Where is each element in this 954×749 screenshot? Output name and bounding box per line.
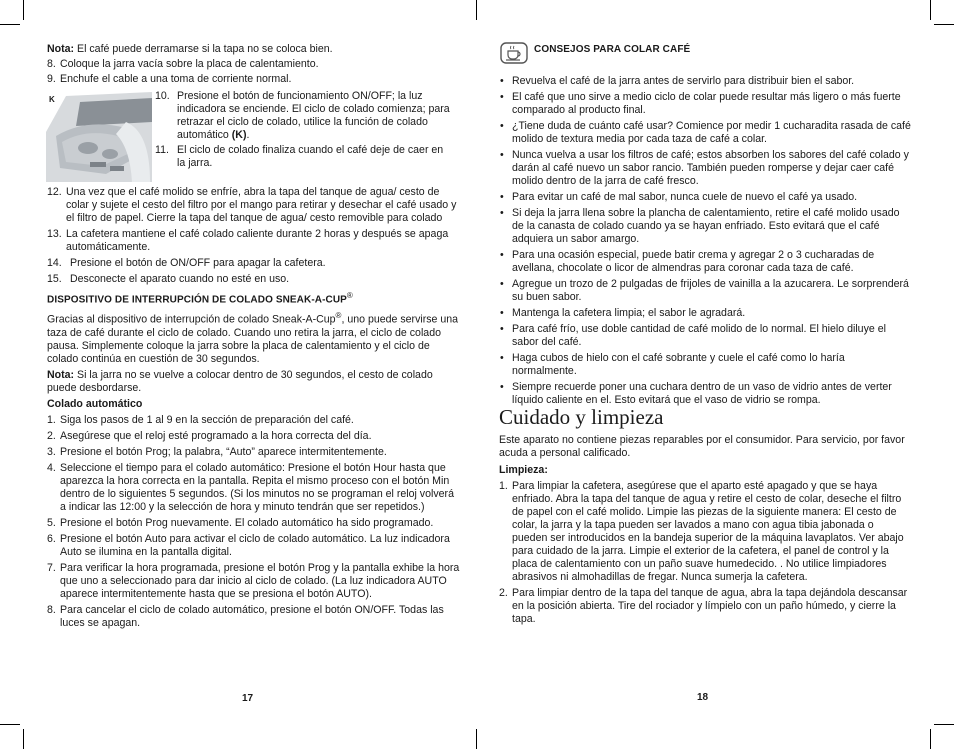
registered-mark: ®	[335, 311, 342, 321]
step-text: Para cancelar el ciclo de colado automático, presione el botón ON/OFF. Todas las luces se apagan.	[60, 603, 444, 629]
step-text-end: .	[246, 129, 250, 141]
step-text: Presione el botón Prog; la palabra, “Auto” aparece intermitentemente.	[60, 445, 387, 458]
tip-item: • Siempre recuerde poner una cuchara dentro de un vaso de vidrio antes de verter líquido caliente en el. Esto evitará que el vaso de vidrio se rompa.	[499, 381, 911, 407]
step-item	[47, 73, 461, 86]
step-item	[47, 562, 461, 601]
step-item	[47, 58, 461, 71]
note-label: Nota:	[47, 368, 75, 381]
step-item	[47, 273, 461, 286]
step-item	[499, 480, 911, 584]
sneak-a-cup-heading-text: DISPOSITIVO DE INTERRUPCIÓN DE COLADO SNEAK-A-CUP	[47, 294, 347, 306]
step-item	[155, 144, 453, 170]
care-intro: Este aparato no contiene piezas reparables por el consumidor. Para servicio, por favor acuda a personal calificado.	[499, 434, 905, 459]
step-number: 8.	[47, 58, 56, 70]
step-text: Asegúrese que el reloj esté programado a la hora correcta del día.	[60, 429, 372, 442]
center-fold-mark	[476, 729, 477, 749]
tip-item: • Para café frío, use doble cantidad de café molido de lo normal. El hielo diluye el sabor del café.	[499, 323, 911, 349]
care-title: Cuidado y limpieza	[499, 405, 664, 429]
care-section	[499, 405, 911, 626]
step-text: Presione el botón Auto para activar el ciclo de colado automático. La luz indicadora Auto se ilumina en la pantalla digital.	[60, 532, 450, 558]
sneak-a-cup-heading	[47, 289, 461, 306]
figure-k-illustration	[46, 92, 152, 182]
figure-label: K	[49, 95, 55, 104]
tip-item: • El café que uno sirve a medio ciclo de colar puede resultar más ligero o más fuerte comparado al producto final.	[499, 91, 911, 117]
cleaning-heading: Limpieza:	[499, 464, 548, 476]
step-text: Para limpiar dentro de la tapa del tanque de agua, abra la tapa dejándola descansar en la posición abierta. Tire del rociador y límpielo con un paño húmedo, y cierre la tapa.	[512, 587, 908, 625]
tip-item: • Si deja la jarra llena sobre la plancha de calentamiento, retire el café molido usado de la canasta de colado cuando ya se hayan enfriado. Esto evitará que el café adquiera un sabor amargo.	[499, 207, 911, 246]
step-number: 10.	[155, 90, 170, 102]
tip-item: • Nunca vuelva a usar los filtros de café; estos absorben los sabores del café colado y darán al café nuevo un sabor rancio. También pueden romperse y dejar caer café molido dentro de la jarra de café fresco.	[499, 149, 911, 188]
sneak-text-part: Gracias al dispositivo de interrupción de colado Sneak-A-Cup	[47, 313, 336, 326]
left-page-top	[47, 43, 461, 86]
page-number-left: 17	[242, 693, 254, 704]
coffee-cup-icon	[500, 42, 528, 64]
step-text: Desconecte el aparato cuando no esté en uso.	[70, 273, 290, 285]
tip-item: • Haga cubos de hielo con el café sobrante y cuele el café como lo haría normalmente.	[499, 352, 911, 378]
tip-item: • Agregue un trozo de 2 pulgadas de frijoles de vainilla a la azucarera. Le sorprenderá su buen sabor.	[499, 278, 911, 304]
tip-item: • Para evitar un café de mal sabor, nunca cuele de nuevo el café ya usado.	[499, 191, 911, 204]
step-number: 11.	[155, 144, 169, 156]
page-number-right: 18	[697, 692, 709, 703]
step-text: Presione el botón de funcionamiento ON/OFF; la luz indicadora se enciende. El ciclo de colado comienza; para retrazar el ciclo de colado, utilice la función de colado automático	[177, 90, 450, 141]
step-item	[499, 587, 911, 626]
step-number: 8.	[47, 603, 56, 616]
step-text: Para limpiar la cafetera, asegúrese que el aparto esté apagado y que se haya enfriado. Abra la tapa del tanque de agua y retire el cesto de colar, deseche el filtro de papel con el café molido. Limpie las piezas de la siguiente manera: El cesto de colar, la jarra y la tapa pueden ser lavados a mano con agua tibia jabonada o pueden ser introducidos en la bandeja superior de la máquina lavaplatos. Ver abajo para cuidado de la jarra. Limpie el exterior de la cafetera, el panel de control y la placa de calentamiento con un paño suave humedecido. . No utilice limpiadores abrasivos ni almohadillas de fregar. Nunca sumerja la cafetera.	[512, 480, 904, 583]
center-fold-mark	[476, 0, 477, 20]
auto-brew-steps	[47, 414, 461, 630]
crop-mark	[934, 24, 954, 25]
step-number: 14.	[47, 257, 62, 269]
figure-reference: (K)	[231, 129, 247, 141]
sneak-a-cup-paragraph	[47, 309, 461, 366]
tip-item: • Mantenga la cafetera limpia; el sabor le agradará.	[499, 307, 911, 320]
step-text: Presione el botón Prog nuevamente. El colado automático ha sido programado.	[60, 516, 434, 529]
crop-mark	[0, 24, 20, 25]
registered-mark: ®	[346, 291, 353, 300]
step-item	[47, 228, 461, 254]
tip-item: • Para una ocasión especial, puede batir crema y agregar 2 o 3 cucharadas de avellana, chocolate o licor de almendras para coronar cada taza de café.	[499, 249, 911, 275]
tip-item: • Revuelva el café de la jarra antes de servirlo para distribuir bien el sabor.	[499, 75, 911, 88]
step-number: 2.	[499, 587, 508, 599]
step-text: La cafetera mantiene el café colado caliente durante 2 horas y después se apaga automáticamente.	[66, 228, 449, 253]
step-number: 6.	[47, 532, 56, 545]
step-item	[47, 462, 461, 514]
coffeemaker-control-panel-image	[46, 92, 152, 182]
left-page-steps-10-11	[155, 90, 453, 170]
step-text: Seleccione el tiempo para el colado automático: Presione el botón Hour hasta que aparezca la hora correcta en la pantalla. Repita el mismo proceso con el botón Min dentro de lo siguientes 5 segundos. (Si los minutos no se programan el reloj volverá a indicar las 12:00 y la selección de hora y minuto tendrán que ser repetidos.)	[60, 461, 454, 513]
step-item	[47, 604, 461, 630]
step-text: El ciclo de colado finaliza cuando el café deje de caer en la jarra.	[177, 144, 444, 169]
step-text: Una vez que el café molido se enfríe, abra la tapa del tanque de agua/ cesto de colar y sujete el cesto del filtro por el mango para retirar y desechar el café usado y el filtro de papel. Cierre la tapa del tanque de agua/ cesto removible para colado	[66, 186, 457, 224]
step-number: 13.	[47, 228, 62, 240]
step-item	[47, 446, 461, 459]
step-item	[47, 414, 461, 427]
step-number: 2.	[47, 429, 56, 442]
note-paragraph	[47, 369, 461, 395]
tip-item: • ¿Tiene duda de cuánto café usar? Comience por medir 1 cucharadita rasada de café molido de textura media por cada taza de café a colar.	[499, 120, 911, 146]
note-label: Nota:	[47, 43, 75, 55]
step-text: Enchufe el cable a una toma de corriente normal.	[60, 73, 292, 85]
step-item	[155, 90, 453, 142]
step-number: 1.	[499, 480, 508, 492]
sneak-text-part: , uno puede servirse una taza de café durante el ciclo de colado. Cuando uno retira la jarra, el ciclo de colado pausa. Simplemente coloque la jarra sobre la placa de calentamiento y el ciclo de colado continúa en cuestión de 30 segundos.	[47, 313, 459, 365]
left-page-body	[47, 186, 461, 630]
step-number: 7.	[47, 561, 56, 574]
step-item	[47, 533, 461, 559]
note-paragraph	[47, 43, 461, 56]
auto-brew-heading: Colado automático	[47, 397, 143, 410]
crop-mark	[0, 724, 20, 725]
step-number: 1.	[47, 413, 56, 426]
note-text: El café puede derramarse si la tapa no se coloca bien.	[74, 43, 333, 55]
step-item	[47, 430, 461, 443]
step-number: 5.	[47, 516, 56, 529]
step-text: Coloque la jarra vacía sobre la placa de calentamiento.	[60, 58, 319, 70]
crop-mark	[930, 0, 931, 20]
tips-heading: CONSEJOS PARA COLAR CAFÉ	[534, 44, 691, 55]
crop-mark	[23, 729, 24, 749]
tips-list	[499, 75, 911, 407]
crop-mark	[23, 0, 24, 20]
step-item	[47, 186, 461, 225]
step-item	[47, 517, 461, 530]
step-item	[47, 257, 461, 270]
step-number: 15.	[47, 273, 62, 285]
step-number: 9.	[47, 73, 56, 85]
step-text: Presione el botón de ON/OFF para apagar la cafetera.	[70, 257, 326, 269]
step-number: 3.	[47, 445, 56, 458]
crop-mark	[934, 724, 954, 725]
step-text: Siga los pasos de 1 al 9 en la sección de preparación del café.	[60, 413, 354, 426]
step-text: Para verificar la hora programada, presione el botón Prog y la pantalla exhibe la hora que uno a seleccionado para dar inicio al ciclo de colado. (La luz indicadora AUTO aparece intermitentemente hasta que se presiona el botón AUTO).	[60, 561, 460, 600]
step-number: 4.	[47, 461, 56, 474]
crop-mark	[930, 729, 931, 749]
step-number: 12.	[47, 186, 62, 198]
note-text: Si la jarra no se vuelve a colocar dentro de 30 segundos, el cesto de colado puede desbordarse.	[47, 368, 433, 394]
